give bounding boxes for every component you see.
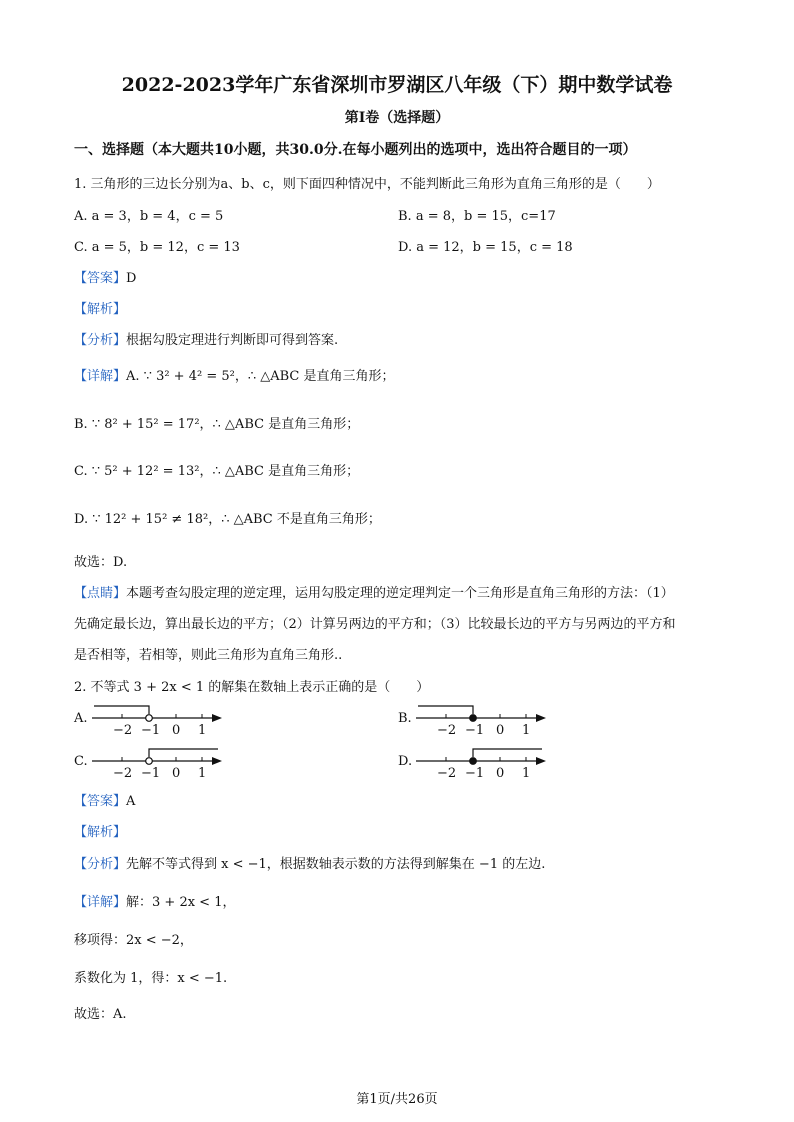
solution-bracket [94,706,149,714]
xiangjie-tag: 【详解】 [74,369,127,384]
q1-dianjing-3: 是否相等，若相等，则此三角形为直角三角形.. [74,648,343,663]
q1-analysis-tag: 【解析】 [74,302,127,317]
q1-detail-b: B. ∵ 8² + 15² = 17²，∴ △ABC 是直角三角形； [74,417,360,432]
q2-stem: 2. 不等式 3 + 2x < 1 的解集在数轴上表示正确的是（ ） [74,680,430,695]
dianjing-text-1: 本题考查勾股定理的逆定理，运用勾股定理的逆定理判定一个三角形是直角三角形的方法：（1） [126,586,674,601]
tick-label: −2 [113,766,133,781]
fenxi-tag: 【分析】 [74,857,127,872]
q2-step-2: 移项得：2x < −2， [74,933,193,948]
fenxi-text: 先解不等式得到 x < −1，根据数轴表示数的方法得到解集在 −1 的左边. [126,857,546,872]
tick-label: 1 [522,766,531,781]
xiangjie-tag: 【详解】 [74,895,127,910]
dianjing-tag: 【点睛】 [74,586,127,601]
tick-label: 1 [198,766,207,781]
tick-label: 1 [198,723,207,738]
tick-label: −1 [465,766,485,781]
q2-label-c: C. [74,754,88,769]
fenxi-text: 根据勾股定理进行判断即可得到答案. [126,333,339,348]
q1-option-d: D. a = 12，b = 15，c = 18 [398,240,573,255]
page-footer: 第1页/共26页 [356,1092,438,1107]
tick-label: −2 [437,723,457,738]
q2-label-a: A. [74,711,88,726]
tick-label: −1 [465,723,485,738]
q2-number-line-b [416,702,551,738]
tick-label: −1 [141,766,161,781]
q2-number-line-c [92,745,227,781]
tick-label: −1 [141,723,161,738]
step-1-text: 解：3 + 2x < 1， [126,895,236,910]
q2-step-3: 系数化为 1，得：x < −1. [74,971,228,986]
answer-tag: 【答案】 [74,271,127,286]
q1-option-c: C. a = 5，b = 12，c = 13 [74,240,240,255]
q1-answer [74,267,136,286]
open-point [146,715,153,722]
tick-label: −2 [113,723,133,738]
fenxi-tag: 【分析】 [74,333,127,348]
closed-point [470,715,477,722]
solution-bracket [149,749,218,757]
tick-label: 0 [172,766,181,781]
q1-dianjing-1 [74,582,674,601]
q2-conclusion: 故选：A. [74,1007,127,1022]
q1-detail-d: D. ∵ 12² + 15² ≠ 18²，∴ △ABC 不是直角三角形； [74,512,381,527]
q2-analysis-tag: 【解析】 [74,825,127,840]
axis-arrow [536,714,546,722]
q1-option-a: A. a = 3，b = 4，c = 5 [74,209,224,224]
open-point [146,758,153,765]
closed-point [470,758,477,765]
tick-label: 0 [496,766,505,781]
solution-bracket [418,706,473,714]
section-heading: 一、选择题（本大题共10小题，共30.0分.在每小题列出的选项中，选出符合题目的一项） [74,142,637,158]
q1-dianjing-2: 先确定最长边，算出最长边的平方；（2）计算另两边的平方和；（3）比较最长边的平方与另两边的平方和 [74,617,676,632]
q2-number-line-a [92,702,227,738]
axis-arrow [212,714,222,722]
solution-bracket [473,749,542,757]
page-title: 2022-2023学年广东省深圳市罗湖区八年级（下）期中数学试卷 [121,74,673,96]
answer-tag: 【答案】 [74,794,127,809]
q2-step-1 [74,891,235,910]
tick-label: 0 [496,723,505,738]
q1-detail-a [74,365,395,384]
q2-answer [74,790,135,809]
page-subtitle: 第I卷（选择题） [344,110,450,126]
q1-fenxi [74,329,338,348]
tick-label: 1 [522,723,531,738]
q2-label-b: B. [398,711,412,726]
answer-value: A [126,794,136,809]
q2-number-line-d [416,745,551,781]
q1-stem: 1. 三角形的三边长分别为a、b、c，则下面四种情况中，不能判断此三角形为直角三角形的是（ ） [74,177,660,192]
q2-label-d: D. [398,754,413,769]
answer-value: D [126,271,137,286]
q2-fenxi [74,853,545,872]
tick-label: −2 [437,766,457,781]
q1-detail-c: C. ∵ 5² + 12² = 13²，∴ △ABC 是直角三角形； [74,464,360,479]
q1-conclusion: 故选：D. [74,555,128,570]
detail-a-text: A. ∵ 3² + 4² = 5²，∴ △ABC 是直角三角形； [126,369,395,384]
axis-arrow [212,757,222,765]
q1-option-b: B. a = 8，b = 15，c=17 [398,209,556,224]
axis-arrow [536,757,546,765]
tick-label: 0 [172,723,181,738]
